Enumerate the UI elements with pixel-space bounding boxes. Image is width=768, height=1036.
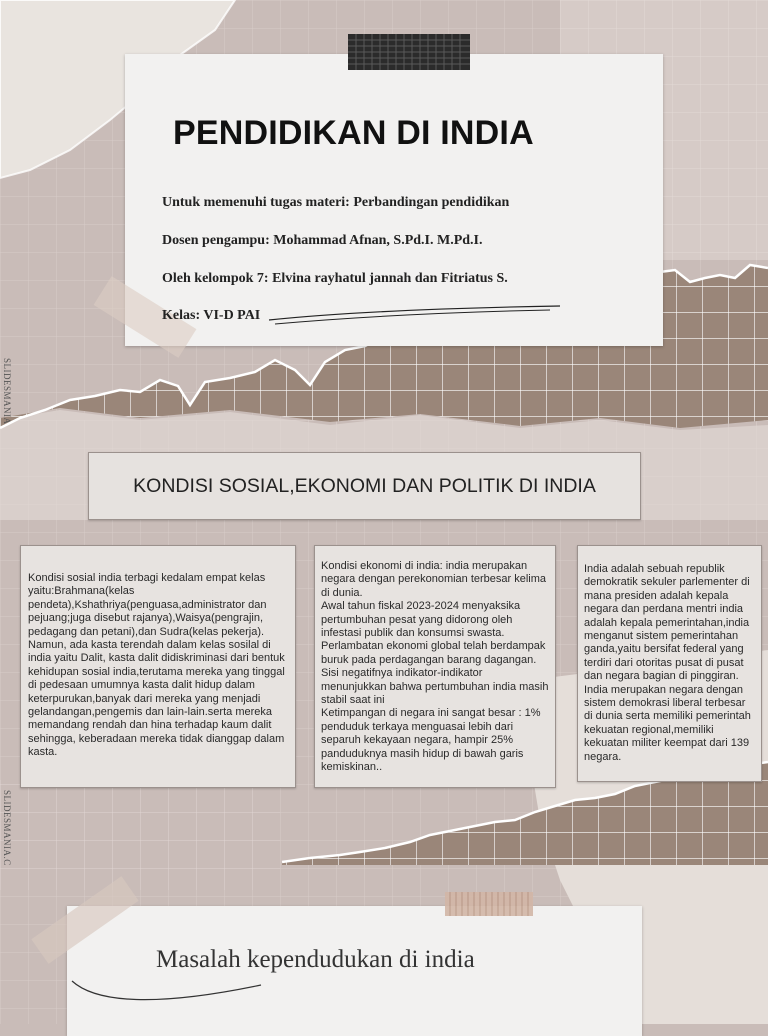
assignment-line: Untuk memenuhi tugas materi: Perbandingan pendidikan	[162, 195, 510, 210]
scribble-decoration	[265, 298, 565, 328]
group-line: Oleh kelompok 7: Elvina rayhatul jannah dan Fitriatus S.	[162, 271, 508, 286]
politics-text: India adalah sebuah republik demokratik sekuler parlementer di mana presiden adalah kepala negara dan perdana mentri india adalah kepala pemerintahan,india menganut sistem pemerintahan ganda,yaitu bersifat federal yang terdiri dari otoritas pusat di pusat dan negara bagian di pinggiran. India merupakan negara dengan sistem demokrasi liberal terbesar di dunia serta memiliki pemerintah kekuatan regional,memiliki kekuatan militer keempat dari 139 negara.	[584, 563, 751, 763]
watermark-top: SLIDESMANIA	[2, 358, 12, 425]
tape-decoration	[348, 34, 470, 70]
class-line: Kelas: VI-D PAI	[162, 308, 261, 323]
economy-text: Kondisi ekonomi di india: india merupakan negara dengan perekonomian terbesar kelima di dunia. Awal tahun fiskal 2023-2024 menyaksika pertumbuhan pesat yang didorong oleh infestasi publik dan konsumsi swasta. Perlambatan ekonomi global telah berdampak buruk pada perdagangan barang dagangan. Sisi negatifnya indikator-indikator menunjukkan bahwa pertumbuhan india masih stabil saat ini Ketimpangan di negara ini sangat besar : 1% penduduk terkaya menguasai lebih dari separuh kekayaan negara, hampir 25% panduduknya masih hidup di bawah garis kemiskinan..	[321, 560, 549, 774]
social-column	[20, 545, 296, 788]
lecturer-line: Dosen pengampu: Mohammad Afnan, S.Pd.I. M.Pd.I.	[162, 233, 483, 248]
economy-column	[314, 545, 556, 788]
social-text: Kondisi sosial india terbagi kedalam empat kelas yaitu:Brahmana(kelas pendeta),Kshathriya(penguasa,administrator dan pejuang;juga disebut rajanya),Waisya(pengrajin, pedagang dan petani),dan Sudra(kelas pekerja). Namun, ada kasta terendah dalam kelas sosilal di india yaitu Dalit, kasta dalit didiskriminasi dari bentuk kehidupan sosial india,terutama mereka yang tinggal di pedesaan umumnya kasta dalit hidup dalam keterpurukan,banyak dari mereka yang menjadi gelandangan,pengemis dan lain-lain.serta mereka memandang rendah dan hina terhadap kaum dalit sehingga, keberadaan mereka tidak dianggap dalam kasta.	[28, 572, 285, 759]
politics-column	[577, 545, 762, 782]
watermark-bottom: SLIDESMANIA.C	[2, 790, 12, 866]
section-title: KONDISI SOSIAL,EKONOMI DAN POLITIK DI INDIA	[88, 452, 641, 520]
tape-decoration-striped	[445, 892, 533, 916]
scribble-decoration-bottom	[66, 975, 286, 1015]
page-title: PENDIDIKAN DI INDIA	[173, 114, 534, 152]
population-title: Masalah kependudukan di india	[156, 946, 475, 973]
